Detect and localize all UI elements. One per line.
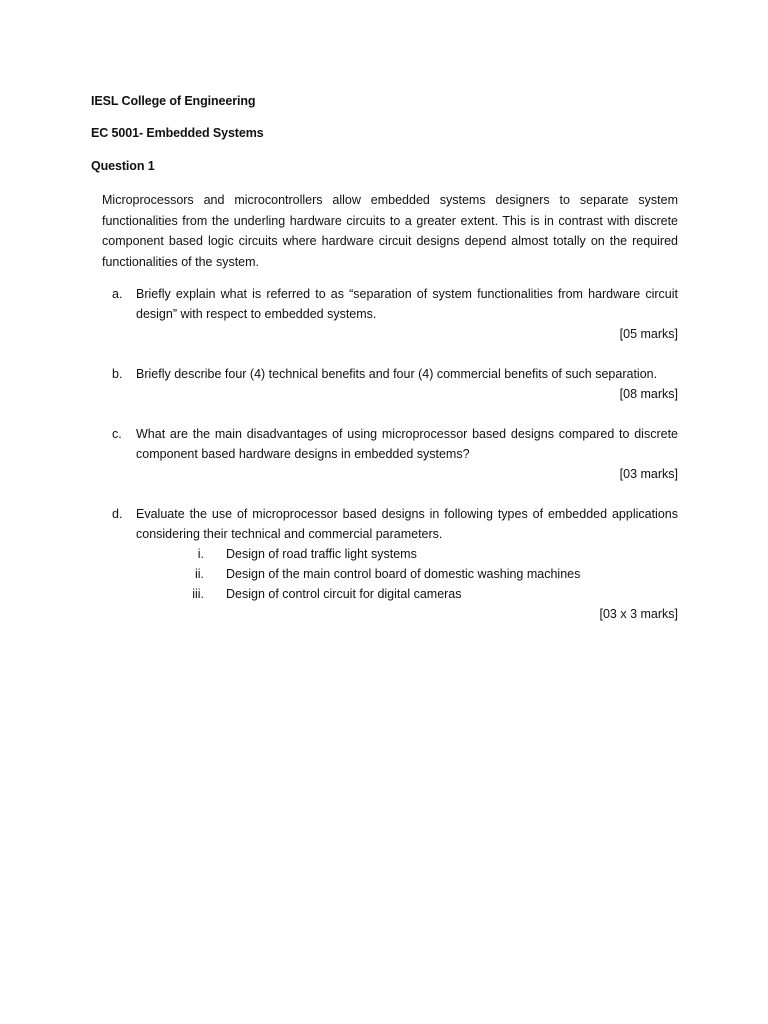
institution-heading: IESL College of Engineering bbox=[91, 94, 256, 108]
question-part-b bbox=[102, 364, 678, 404]
part-text: Briefly describe four (4) technical benefits and four (4) commercial benefits of such separation. bbox=[136, 367, 658, 381]
part-letter: b. bbox=[112, 367, 123, 381]
question-intro-paragraph: Microprocessors and microcontrollers allow embedded systems designers to separate system functionalities from the underling hardware circuits to a greater extent. This is in contrast with discrete component based logic circuits where hardware circuit designs depend almost totally on the required functionalities of the system. bbox=[102, 193, 678, 269]
part-marks: [03 marks] bbox=[619, 467, 678, 481]
part-marks: [05 marks] bbox=[619, 327, 678, 341]
subitem-number: ii. bbox=[194, 567, 204, 581]
question-title: Question 1 bbox=[91, 159, 155, 173]
question-part-d-marks-row bbox=[102, 604, 678, 624]
subitem-number: iii. bbox=[192, 587, 204, 601]
subitem-text: Design of road traffic light systems bbox=[226, 547, 417, 561]
part-text: Evaluate the use of microprocessor based designs in following types of embedded applications considering their technical and commercial parameters. bbox=[136, 507, 678, 541]
part-marks: [08 marks] bbox=[619, 387, 678, 401]
part-text: Briefly explain what is referred to as “separation of system functionalities from hardware circuit design” with respect to embedded systems. bbox=[136, 287, 678, 321]
question-part-c bbox=[102, 424, 678, 484]
course-heading: EC 5001- Embedded Systems bbox=[91, 126, 264, 140]
part-letter: d. bbox=[112, 507, 123, 521]
question-part-a bbox=[102, 284, 678, 344]
part-letter: c. bbox=[112, 427, 122, 441]
subitem-text: Design of control circuit for digital cameras bbox=[226, 587, 462, 601]
part-letter: a. bbox=[112, 287, 123, 301]
subitem-text: Design of the main control board of domestic washing machines bbox=[226, 567, 581, 581]
subitem-number: i. bbox=[197, 547, 204, 561]
question-part-d bbox=[102, 504, 678, 544]
part-text: What are the main disadvantages of using microprocessor based designs compared to discrete component based hardware designs in embedded systems? bbox=[136, 427, 678, 461]
part-marks: [03 x 3 marks] bbox=[599, 607, 678, 621]
